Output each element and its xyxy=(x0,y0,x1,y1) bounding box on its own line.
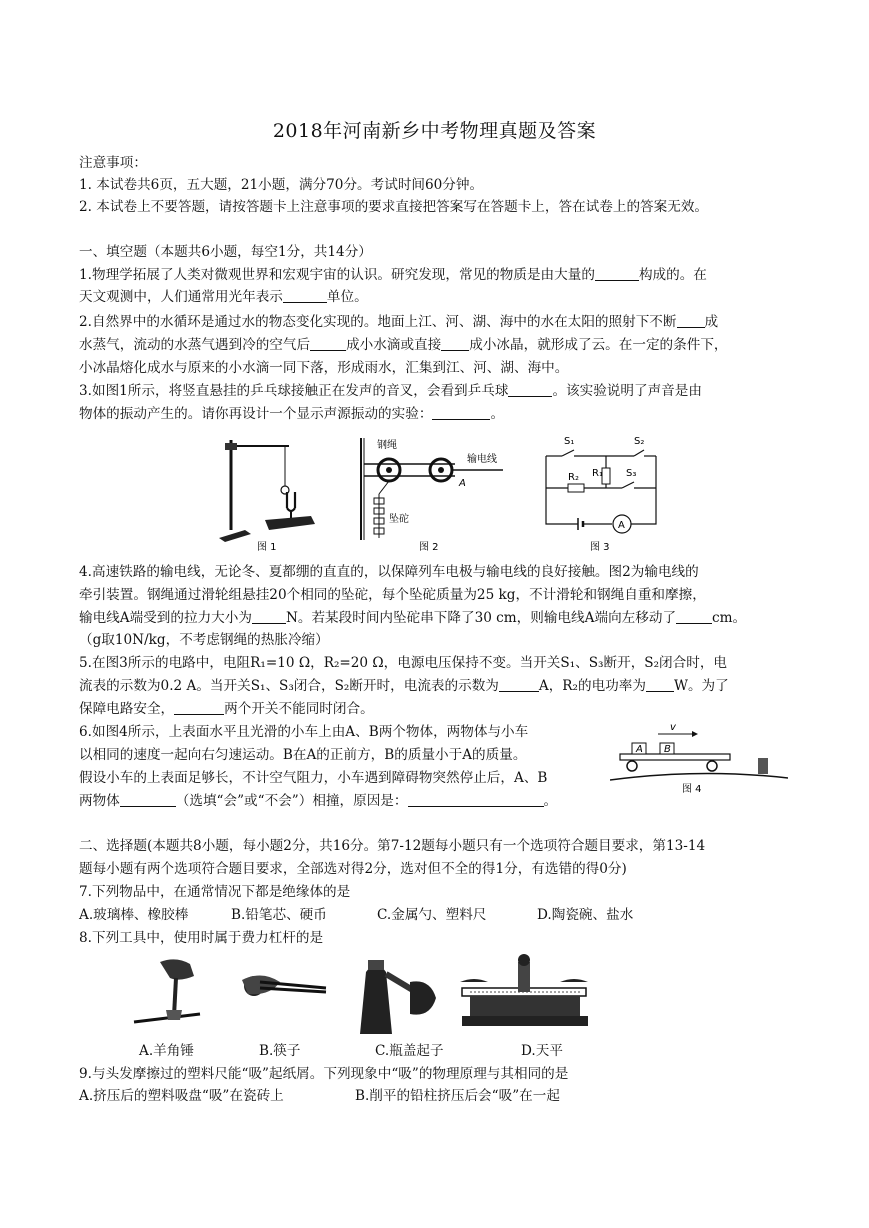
resistor-r2-label: R₂ xyxy=(568,472,579,483)
q5-line2: 流表的示数为0.2 A。当开关S₁、S₃闭合，S₂断开时，电流表的示数为 A，R₂的电功率为 W。为了 xyxy=(79,678,729,694)
q5-line3: 保障电路安全， 两个开关不能同时闭合。 xyxy=(79,701,374,717)
answer-blank xyxy=(595,266,639,281)
claw-hammer-image xyxy=(134,959,200,1022)
page-title: 2018年河南新乡中考物理真题及答案 xyxy=(272,120,597,142)
switch-s3-label: S₃ xyxy=(626,468,637,479)
q7-option-c[interactable]: C.金属勺、塑料尺 xyxy=(377,907,487,923)
q8-option-d[interactable]: D.天平 xyxy=(521,1043,563,1059)
q6-line1: 6.如图4所示，上表面水平且光滑的小车上由A、B两个物体，两物体与小车 xyxy=(79,724,529,740)
figure-4-cart xyxy=(610,716,788,798)
object-a-label: A xyxy=(636,744,643,755)
q4-line4: （g取10N/kg，不考虑钢绳的热胀冷缩） xyxy=(79,632,329,648)
answer-blank xyxy=(646,677,674,692)
q6-line2: 以相同的速度一起向右匀速运动。B在A的正前方，B的质量小于A的质量。 xyxy=(79,747,527,763)
chopsticks-image xyxy=(242,975,326,996)
resistor-r1-label: R₁ xyxy=(592,468,603,479)
answer-blank xyxy=(499,677,539,692)
answer-blank xyxy=(252,609,286,624)
bottle-opener-image xyxy=(360,960,436,1034)
q4-line2: 牵引装置。钢绳通过滑轮组悬挂20个相同的坠砣，每个坠砣质量为25 kg，不计滑轮和钢绳自重和摩擦， xyxy=(79,587,706,603)
figure-1-caption: 图 1 xyxy=(257,542,277,553)
figure-2-caption: 图 2 xyxy=(419,542,439,553)
answer-blank xyxy=(508,382,552,397)
q5-line1: 5.在图3所示的电路中，电阻R₁=10 Ω，R₂=20 Ω，电源电压保持不变。当开关S₁、S₃断开，S₂闭合时，电 xyxy=(79,655,728,671)
q4-line3: 输电线A端受到的拉力大小为 N。若某段时间内坠砣串下降了30 cm，则输电线A端向左移动了 cm。 xyxy=(79,610,747,626)
notice-item-1: 1. 本试卷共6页，五大题，21小题，满分70分。考试时间60分钟。 xyxy=(79,177,484,193)
q9-option-b[interactable]: B.削平的铅柱挤压后会“吸”在一起 xyxy=(355,1088,560,1104)
q6-line4: 两物体 （选填“会”或“不会”）相撞，原因是： 。 xyxy=(79,793,558,809)
q4-line1: 4.高速铁路的输电线，无论冬、夏都绷的直直的，以保障列车电极与输电线的良好接触。图2为输电线的 xyxy=(79,564,699,580)
answer-blank xyxy=(120,792,176,807)
velocity-label: v xyxy=(670,722,676,733)
answer-blank xyxy=(441,336,469,351)
figure-2-pulley xyxy=(355,434,530,556)
q8-option-b[interactable]: B.筷子 xyxy=(259,1043,301,1059)
q7-option-d[interactable]: D.陶瓷碗、盐水 xyxy=(537,907,634,923)
figure-1-tuning-fork xyxy=(215,434,325,556)
q2-line2: 水蒸气，流动的水蒸气遇到冷的空气后 成小水滴或直接 成小冰晶，就形成了云。在一定的条件下， xyxy=(79,337,728,353)
figure-2-rope-label: 钢绳 xyxy=(377,440,397,451)
q3-line1: 3.如图1所示，将竖直悬挂的乒乓球接触正在发声的音叉，会看到乒乓球 。该实验说明了声音是由 xyxy=(79,383,702,399)
answer-blank xyxy=(676,609,712,624)
section2-heading-line2: 题每小题有两个选项符合题目要求，全部选对得2分，选对但不全的得1分，有选错的得0分) xyxy=(79,861,627,877)
q8-options xyxy=(79,1040,799,1062)
q1-line2: 天文观测中，人们通常用光年表示 单位。 xyxy=(79,289,368,305)
q7-option-b[interactable]: B.铅笔芯、硬币 xyxy=(231,907,327,923)
figure-4-caption: 图 4 xyxy=(682,784,702,795)
q6-line3: 假设小车的上表面足够长，不计空气阻力，小车遇到障碍物突然停止后，A、B xyxy=(79,770,548,786)
q8-tool-images xyxy=(130,952,590,1038)
q2-line3: 小冰晶熔化成水与原来的小水滴一同下落，形成雨水，汇集到江、河、湖、海中。 xyxy=(79,360,569,376)
notice-heading: 注意事项： xyxy=(79,155,147,171)
answer-blank xyxy=(310,336,346,351)
answer-blank xyxy=(677,313,705,328)
q9-option-a[interactable]: A.挤压后的塑料吸盘“吸”在瓷砖上 xyxy=(79,1088,284,1104)
q8-stem: 8.下列工具中，使用时属于费力杠杆的是 xyxy=(79,930,324,946)
q8-option-a[interactable]: A.羊角锤 xyxy=(139,1043,194,1059)
figure-2-wire-label: 输电线 xyxy=(467,454,497,465)
q2-line1: 2.自然界中的水循环是通过水的物态变化实现的。地面上江、河、湖、海中的水在太阳的照射下不断 成 xyxy=(79,314,719,330)
figure-2-point-a: A xyxy=(459,478,466,489)
balance-image xyxy=(460,954,588,1026)
q7-option-a[interactable]: A.玻璃棒、橡胶棒 xyxy=(79,907,189,923)
q9-stem: 9.与头发摩擦过的塑料尺能“吸”起纸屑。下列现象中“吸”的物理原理与其相同的是 xyxy=(79,1066,569,1082)
figure-3-circuit xyxy=(538,430,663,556)
answer-blank xyxy=(432,405,490,420)
ammeter-label: A xyxy=(618,520,625,531)
figure-2-weight-label: 坠砣 xyxy=(389,514,409,525)
q3-line2: 物体的振动产生的。请你再设计一个显示声源振动的实验： 。 xyxy=(79,406,505,422)
q7-stem: 7.下列物品中，在通常情况下都是绝缘体的是 xyxy=(79,884,351,900)
q9-options xyxy=(79,1085,799,1107)
q8-option-c[interactable]: C.瓶盖起子 xyxy=(375,1043,444,1059)
answer-blank xyxy=(408,792,544,807)
object-b-label: B xyxy=(664,744,671,755)
answer-blank xyxy=(174,700,224,715)
section2-heading-line1: 二、选择题(本题共8小题，每小题2分，共16分。第7-12题每小题只有一个选项符合题目要求，第13-14 xyxy=(79,838,706,854)
switch-s2-label: S₂ xyxy=(634,436,645,447)
notice-item-2: 2. 本试卷上不要答题，请按答题卡上注意事项的要求直接把答案写在答题卡上，答在试卷上的答案无效。 xyxy=(79,199,709,215)
figure-3-caption: 图 3 xyxy=(590,542,610,553)
q7-options xyxy=(79,904,799,926)
section1-heading: 一、填空题（本题共6小题，每空1分，共14分） xyxy=(79,244,372,260)
answer-blank xyxy=(283,288,327,303)
q1-line1: 1.物理学拓展了人类对微观世界和宏观宇宙的认识。研究发现，常见的物质是由大量的 构成的。在 xyxy=(79,267,707,283)
switch-s1-label: S₁ xyxy=(564,436,575,447)
